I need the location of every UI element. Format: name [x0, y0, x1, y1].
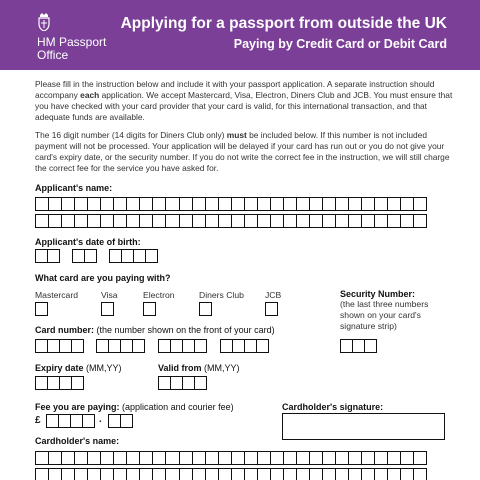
fee-pence-boxes[interactable] [108, 414, 133, 428]
signature-label: Cardholder's signature: [282, 402, 384, 412]
char-box[interactable] [400, 197, 414, 211]
char-box[interactable] [335, 468, 349, 480]
char-box[interactable] [335, 451, 349, 465]
char-box[interactable] [126, 468, 140, 480]
card-number-group-1[interactable] [35, 339, 84, 353]
char-box[interactable] [165, 468, 179, 480]
card-type-diners-label: Diners Club [199, 290, 244, 300]
char-box[interactable] [413, 214, 427, 228]
char-box[interactable] [152, 214, 166, 228]
char-box[interactable] [387, 468, 401, 480]
char-box[interactable] [205, 214, 219, 228]
char-box[interactable] [244, 451, 258, 465]
char-box[interactable] [374, 214, 388, 228]
applicant-dob-label: Applicant's date of birth: [35, 237, 141, 247]
char-box[interactable] [218, 451, 232, 465]
char-box[interactable] [309, 197, 323, 211]
char-box[interactable] [139, 468, 153, 480]
char-box[interactable] [139, 451, 153, 465]
char-box[interactable] [270, 197, 284, 211]
char-box[interactable] [374, 197, 388, 211]
expiry-date-boxes[interactable] [35, 376, 84, 390]
char-box[interactable] [61, 468, 75, 480]
intro-paragraph-1: Please fill in the instruction below and include it with your passport application. A separate instruction should accompany each application. We accept Mastercard, Visa, Electron, Diners Club and JCB. You must ensure that you have checked with your card provider that your card is valid, for this international transaction, and that adequate funds are available. [35, 79, 453, 122]
card-type-electron-label: Electron [143, 290, 175, 300]
char-box[interactable] [35, 214, 49, 228]
applicant-name-row-2[interactable] [35, 214, 427, 228]
brand-name: HM Passport Office [37, 35, 107, 62]
char-box[interactable] [400, 468, 414, 480]
char-box[interactable] [335, 197, 349, 211]
char-box[interactable] [48, 197, 62, 211]
char-box[interactable] [309, 214, 323, 228]
char-box[interactable] [100, 468, 114, 480]
char-box[interactable] [126, 214, 140, 228]
char-box[interactable] [48, 214, 62, 228]
char-box[interactable] [257, 468, 271, 480]
expiry-date-label: Expiry date (MM,YY) [35, 363, 122, 373]
security-number-note: (the last three numbers shown on your card's signature strip) [340, 299, 429, 331]
char-box[interactable] [165, 214, 179, 228]
char-box[interactable] [283, 214, 297, 228]
char-box[interactable] [87, 197, 101, 211]
char-box[interactable] [113, 451, 127, 465]
card-number-label: Card number: (the number shown on the front of your card) [35, 325, 275, 335]
char-box[interactable] [218, 468, 232, 480]
royal-crest-icon [37, 13, 51, 31]
char-box[interactable] [270, 214, 284, 228]
char-box[interactable] [322, 451, 336, 465]
char-box[interactable] [139, 214, 153, 228]
char-box[interactable] [48, 451, 62, 465]
char-box[interactable] [348, 197, 362, 211]
dob-year-boxes[interactable] [109, 249, 158, 263]
char-box[interactable] [257, 451, 271, 465]
header-banner [0, 0, 480, 70]
char-box[interactable] [113, 214, 127, 228]
decimal-point: . [99, 414, 102, 425]
signature-field[interactable] [282, 413, 445, 440]
char-box[interactable] [152, 197, 166, 211]
security-number-boxes[interactable] [340, 339, 377, 353]
card-type-visa-checkbox[interactable] [101, 302, 114, 316]
intro-paragraph-2: The 16 digit number (14 digits for Diners Club only) must be included below. If this number is not included payment will not be processed. Your application will be delayed if your card has run out or you do not give your card's expiry date, or the security number. If you do not write the correct fee in the instruction, we will still charge the correct fee for the service you have asked for. [35, 130, 450, 173]
char-box[interactable] [152, 451, 166, 465]
card-type-jcb-checkbox[interactable] [265, 302, 278, 316]
page-title: Applying for a passport from outside the UK [120, 15, 447, 32]
char-box[interactable] [192, 451, 206, 465]
char-box[interactable] [387, 451, 401, 465]
char-box[interactable] [87, 214, 101, 228]
char-box[interactable] [400, 451, 414, 465]
char-box[interactable] [387, 197, 401, 211]
card-type-jcb-label: JCB [265, 290, 282, 300]
char-box[interactable] [322, 468, 336, 480]
card-type-visa-label: Visa [101, 290, 118, 300]
char-box[interactable] [100, 214, 114, 228]
char-box[interactable] [218, 214, 232, 228]
char-box[interactable] [179, 214, 193, 228]
char-box[interactable] [244, 468, 258, 480]
currency-symbol: £ [35, 415, 41, 426]
char-box[interactable] [296, 214, 310, 228]
char-box[interactable] [165, 197, 179, 211]
char-box[interactable] [335, 214, 349, 228]
char-box[interactable] [61, 451, 75, 465]
card-type-mastercard-label: Mastercard [35, 290, 78, 300]
char-box[interactable] [74, 197, 88, 211]
char-box[interactable] [374, 451, 388, 465]
char-box[interactable] [35, 451, 49, 465]
char-box[interactable] [309, 468, 323, 480]
card-type-diners-checkbox[interactable] [199, 302, 212, 316]
char-box[interactable] [35, 468, 49, 480]
char-box[interactable] [152, 468, 166, 480]
char-box[interactable] [179, 468, 193, 480]
card-type-electron-checkbox[interactable] [143, 302, 156, 316]
char-box[interactable] [387, 214, 401, 228]
char-box[interactable] [192, 468, 206, 480]
char-box[interactable] [348, 214, 362, 228]
char-box[interactable] [257, 214, 271, 228]
card-number-group-2[interactable] [96, 339, 145, 353]
cardholder-name-label: Cardholder's name: [35, 436, 120, 446]
card-question-label: What card are you paying with? [35, 273, 171, 283]
card-number-group-3[interactable] [158, 339, 207, 353]
char-box[interactable] [192, 214, 206, 228]
char-box[interactable] [270, 468, 284, 480]
char-box[interactable] [74, 451, 88, 465]
char-box[interactable] [231, 214, 245, 228]
card-type-mastercard-checkbox[interactable] [35, 302, 48, 316]
char-box[interactable] [322, 197, 336, 211]
char-box[interactable] [270, 451, 284, 465]
char-box[interactable] [361, 468, 375, 480]
char-box[interactable] [244, 214, 258, 228]
char-box[interactable] [100, 197, 114, 211]
char-box[interactable] [413, 468, 427, 480]
char-box[interactable] [400, 214, 414, 228]
char-box[interactable] [205, 451, 219, 465]
char-box[interactable] [113, 468, 127, 480]
char-box[interactable] [87, 468, 101, 480]
char-box[interactable] [205, 197, 219, 211]
dob-day-boxes[interactable] [35, 249, 60, 263]
char-box[interactable] [48, 468, 62, 480]
char-box[interactable] [100, 451, 114, 465]
applicant-name-row-1[interactable] [35, 197, 427, 211]
char-box[interactable] [283, 197, 297, 211]
char-box[interactable] [179, 197, 193, 211]
char-box[interactable] [244, 197, 258, 211]
char-box[interactable] [231, 468, 245, 480]
char-box[interactable] [296, 451, 310, 465]
char-box[interactable] [283, 468, 297, 480]
char-box[interactable] [126, 451, 140, 465]
dob-month-boxes[interactable] [72, 249, 97, 263]
fee-pounds-boxes[interactable] [46, 414, 95, 428]
char-box[interactable] [257, 197, 271, 211]
char-box[interactable] [74, 468, 88, 480]
char-box[interactable] [87, 451, 101, 465]
char-box[interactable] [296, 197, 310, 211]
char-box[interactable] [192, 197, 206, 211]
fee-label: Fee you are paying: (application and courier fee) [35, 402, 234, 412]
char-box[interactable] [322, 214, 336, 228]
char-box[interactable] [309, 451, 323, 465]
valid-from-boxes[interactable] [158, 376, 207, 390]
char-box[interactable] [179, 451, 193, 465]
char-box[interactable] [218, 197, 232, 211]
char-box[interactable] [74, 214, 88, 228]
char-box[interactable] [348, 468, 362, 480]
char-box[interactable] [361, 197, 375, 211]
char-box[interactable] [61, 214, 75, 228]
char-box[interactable] [231, 451, 245, 465]
char-box[interactable] [139, 197, 153, 211]
char-box[interactable] [113, 197, 127, 211]
valid-from-label: Valid from (MM,YY) [158, 363, 240, 373]
security-number-label: Security Number: [340, 289, 416, 299]
card-number-group-4[interactable] [220, 339, 269, 353]
char-box[interactable] [413, 451, 427, 465]
char-box[interactable] [126, 197, 140, 211]
char-box[interactable] [374, 468, 388, 480]
char-box[interactable] [165, 451, 179, 465]
char-box[interactable] [205, 468, 219, 480]
char-box[interactable] [231, 197, 245, 211]
char-box[interactable] [348, 451, 362, 465]
char-box[interactable] [296, 468, 310, 480]
char-box[interactable] [283, 451, 297, 465]
page-subtitle: Paying by Credit Card or Debit Card [233, 37, 447, 51]
cardholder-name-row-1[interactable] [35, 451, 427, 465]
char-box[interactable] [35, 197, 49, 211]
char-box[interactable] [413, 197, 427, 211]
cardholder-name-row-2[interactable] [35, 468, 427, 480]
char-box[interactable] [361, 451, 375, 465]
char-box[interactable] [61, 197, 75, 211]
applicant-name-label: Applicant's name: [35, 183, 113, 193]
char-box[interactable] [361, 214, 375, 228]
